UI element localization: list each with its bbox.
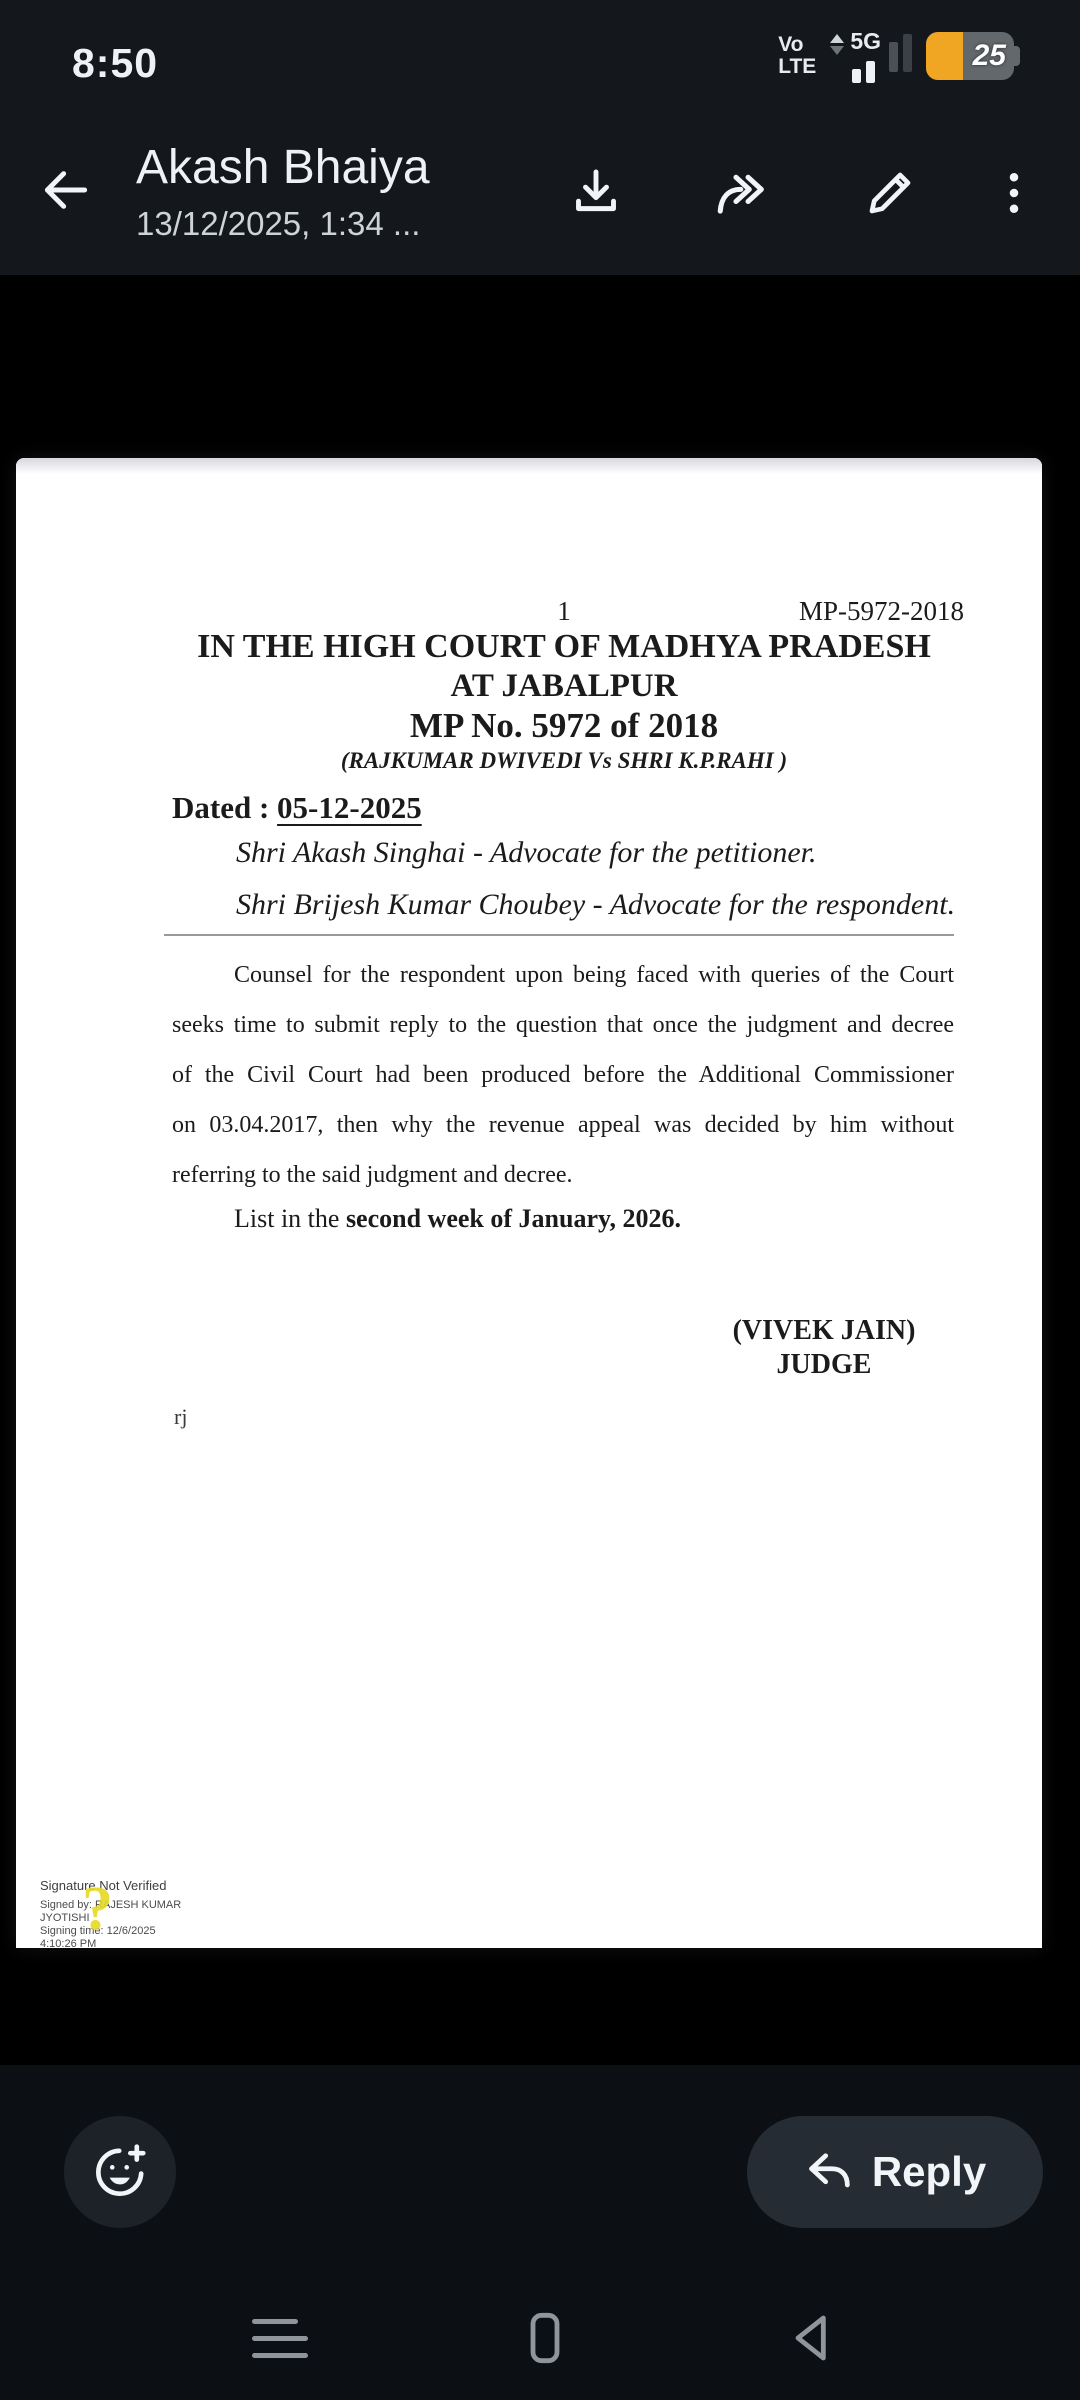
recents-menu-icon [252,2319,308,2358]
digital-signature-stamp [40,1875,260,1951]
data-activity-icon [830,34,844,55]
page-top-edge [16,458,1042,474]
download-button[interactable] [566,163,626,223]
edit-button[interactable] [860,163,920,223]
network-type-label: 5G [850,28,881,54]
dated-line [172,790,422,826]
dated-label: Dated : [172,790,278,825]
stamp-signer-name: JYOTISHI [40,1912,90,1924]
download-icon [568,165,624,221]
order-paragraph [172,950,954,1200]
back-nav-button[interactable] [774,2298,854,2378]
body-line: on 03.04.2017, then why the revenue appeal was decided by him without [172,1112,954,1138]
sender-title[interactable]: Akash Bhaiya [136,141,430,194]
stamp-signing-clock: 4:10:26 PM [40,1938,97,1950]
advocate-petitioner: Shri Akash Singhai - Advocate for the petitioner. [236,836,817,869]
parties-line: (RAJKUMAR DWIVEDI Vs SHRI K.P.RAHI ) [340,748,788,773]
body-line: of the Civil Court had been produced before the Additional Commissioner [172,1062,954,1088]
home-button[interactable] [505,2298,585,2378]
dated-value: 05-12-2025 [277,790,422,825]
reply-label: Reply [871,2148,987,2195]
judge-name: (VIVEK JAIN) [732,1315,916,1346]
kebab-menu-icon [987,166,1041,220]
clock: 8:50 [72,40,159,86]
stamp-signing-time: Signing time: 12/6/2025 [40,1925,156,1937]
body-line: Counsel for the respondent upon being faced with queries of the Court [234,962,954,988]
judge-title: JUDGE [776,1349,872,1380]
top-bar [0,0,1080,275]
back-button[interactable] [36,160,96,220]
forward-button[interactable] [712,163,772,223]
body-line: referring to the said judgment and decree. [172,1162,573,1188]
reply-arrow-icon [804,2146,856,2198]
question-mark-watermark: ? [82,1875,113,1943]
forward-icon [713,164,771,222]
case-reference: MP-5972-2018 [798,596,964,626]
add-reaction-button[interactable] [64,2116,176,2228]
reply-button[interactable] [747,2116,1043,2228]
message-timestamp: 13/12/2025, 1:34 ... [136,205,421,242]
navigation-bar [0,2290,1080,2400]
doc-page-number: 1 [557,596,571,626]
recents-menu-button[interactable] [240,2298,320,2378]
body-line: seeks time to submit reply to the question that once the judgment and decree [172,1012,954,1038]
battery-icon [926,32,1014,80]
court-name: IN THE HIGH COURT OF MADHYA PRADESH [197,628,931,665]
reference-line [164,596,964,627]
battery-nub [1014,46,1020,66]
battery-percent: 25 [972,38,1006,72]
stamp-signed-by: Signed by: RAJESH KUMAR [40,1899,182,1911]
listing-date: second week of January, 2026. [345,1204,682,1233]
back-triangle-icon [782,2306,846,2370]
stamp-verification-line: Signature Not Verified [40,1878,167,1893]
status-icons [778,28,1020,83]
advocate-respondent: Shri Brijesh Kumar Choubey - Advocate for the respondent. [236,888,956,921]
document-page[interactable] [16,458,1042,1948]
judge-signature-block [694,1314,954,1382]
back-icon [38,162,94,218]
case-number: MP No. 5972 of 2018 [409,706,719,745]
signal-bars-sim2-icon [889,28,912,72]
separator-rule [164,934,954,936]
edit-pencil-icon [863,166,917,220]
listing-direction [234,1204,681,1234]
network-indicator [830,28,912,83]
overflow-menu-button[interactable] [984,163,1044,223]
court-location: AT JABALPUR [450,668,678,704]
add-reaction-icon [89,2141,151,2203]
home-icon [513,2306,577,2370]
stenographer-initials: rj [174,1404,188,1429]
listing-prefix: List in the [234,1204,346,1233]
volte-indicator: Vo LTE [778,32,817,78]
